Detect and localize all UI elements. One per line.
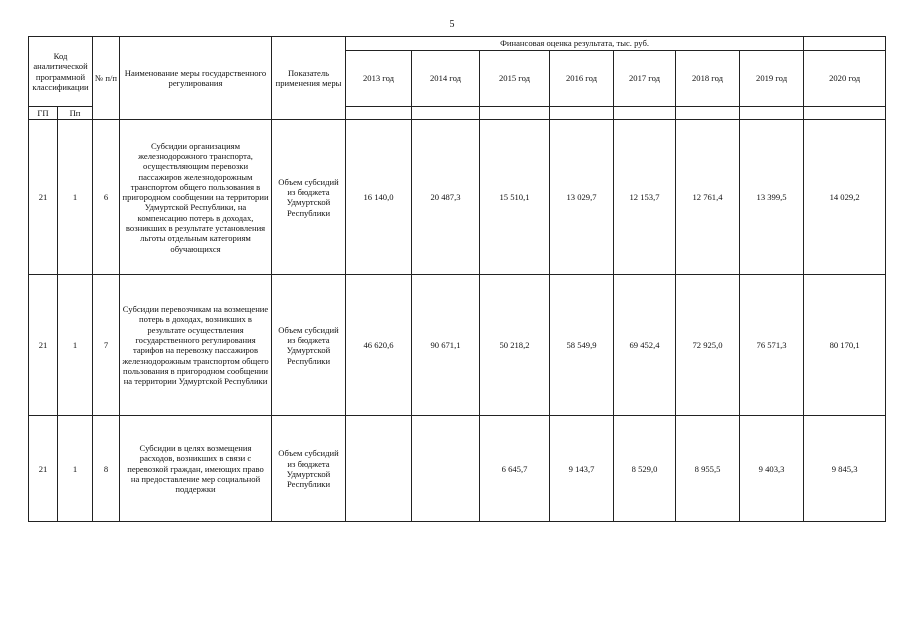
measure-name-header: Наименование меры государственного регулирования [120,37,272,120]
value-2018: 72 925,0 [676,275,740,416]
gp-header: ГП [29,107,58,120]
value-2015: 15 510,1 [480,120,550,275]
table-row [29,416,886,522]
page-number: 5 [449,19,455,30]
value-2019: 13 399,5 [740,120,804,275]
gp-cell: 21 [29,275,58,416]
value-2016: 9 143,7 [550,416,614,522]
year-subheader-2016 [550,107,614,120]
number-cell: 8 [93,416,120,522]
table-row [29,275,886,416]
value-2017: 12 153,7 [614,120,676,275]
indicator-cell: Объем субсидий из бюджета Удмуртской Республики [272,416,346,522]
year-subheader-2013 [346,107,412,120]
pp-cell: 1 [58,275,93,416]
year-2015-header: 2015 год [480,51,550,107]
year-subheader-2019 [740,107,804,120]
value-2018: 8 955,5 [676,416,740,522]
value-2019: 76 571,3 [740,275,804,416]
year-2017-header: 2017 год [614,51,676,107]
pp-header: Пп [58,107,93,120]
indicator-cell: Объем субсидий из бюджета Удмуртской Республики [272,120,346,275]
value-2020: 9 845,3 [804,416,886,522]
financial-assessment-table [28,36,886,522]
year-2013-header: 2013 год [346,51,412,107]
table-row [29,120,886,275]
value-2017: 8 529,0 [614,416,676,522]
financial-assessment-header: Финансовая оценка результата, тыс. руб. [346,37,804,51]
year-2014-header: 2014 год [412,51,480,107]
year-subheader-2018 [676,107,740,120]
value-2020: 14 029,2 [804,120,886,275]
measure-name-cell: Субсидии перевозчикам на возмещение потерь в доходах, возникших в результате осуществления государственного регулирования тарифов на перевозку пассажиров железнодорожным транспортом общего пользования в пригородном сообщении на территории Удмуртской Республики [120,275,272,416]
value-2015: 6 645,7 [480,416,550,522]
measure-name-cell: Субсидии организациям железнодорожного транспорта, осуществляющим перевозки пассажиров железнодорожным транспортом общего пользования в пригородном сообщении на территории Удмуртской Республики, на компенсацию потерь в доходах, возникших в результате установления льготы отдельным категориям обучающихся [120,120,272,275]
header-row-top [29,37,886,51]
number-cell: 7 [93,275,120,416]
value-2019: 9 403,3 [740,416,804,522]
value-2016: 13 029,7 [550,120,614,275]
year-subheader-2014 [412,107,480,120]
value-2013 [346,416,412,522]
value-2014: 20 487,3 [412,120,480,275]
value-2013: 16 140,0 [346,120,412,275]
value-2017: 69 452,4 [614,275,676,416]
year-subheader-2015 [480,107,550,120]
code-classification-header: Код аналитической программной классификации [29,37,93,107]
year-2016-header: 2016 год [550,51,614,107]
measure-name-cell: Субсидии в целях возмещения расходов, возникших в связи с перевозкой граждан, имеющих право на предоставление мер социальной поддержки [120,416,272,522]
header-blank-cell [804,37,886,51]
value-2016: 58 549,9 [550,275,614,416]
year-2019-header: 2019 год [740,51,804,107]
value-2013: 46 620,6 [346,275,412,416]
year-2018-header: 2018 год [676,51,740,107]
year-2020-header: 2020 год [804,51,886,107]
value-2014: 90 671,1 [412,275,480,416]
gp-cell: 21 [29,416,58,522]
value-2015: 50 218,2 [480,275,550,416]
number-cell: 6 [93,120,120,275]
year-subheader-2017 [614,107,676,120]
pp-cell: 1 [58,120,93,275]
indicator-header: Показатель применения меры [272,37,346,120]
year-subheader-2020 [804,107,886,120]
value-2014 [412,416,480,522]
value-2018: 12 761,4 [676,120,740,275]
number-column-header: № п/п [93,37,120,120]
indicator-cell: Объем субсидий из бюджета Удмуртской Республики [272,275,346,416]
pp-cell: 1 [58,416,93,522]
gp-cell: 21 [29,120,58,275]
value-2020: 80 170,1 [804,275,886,416]
